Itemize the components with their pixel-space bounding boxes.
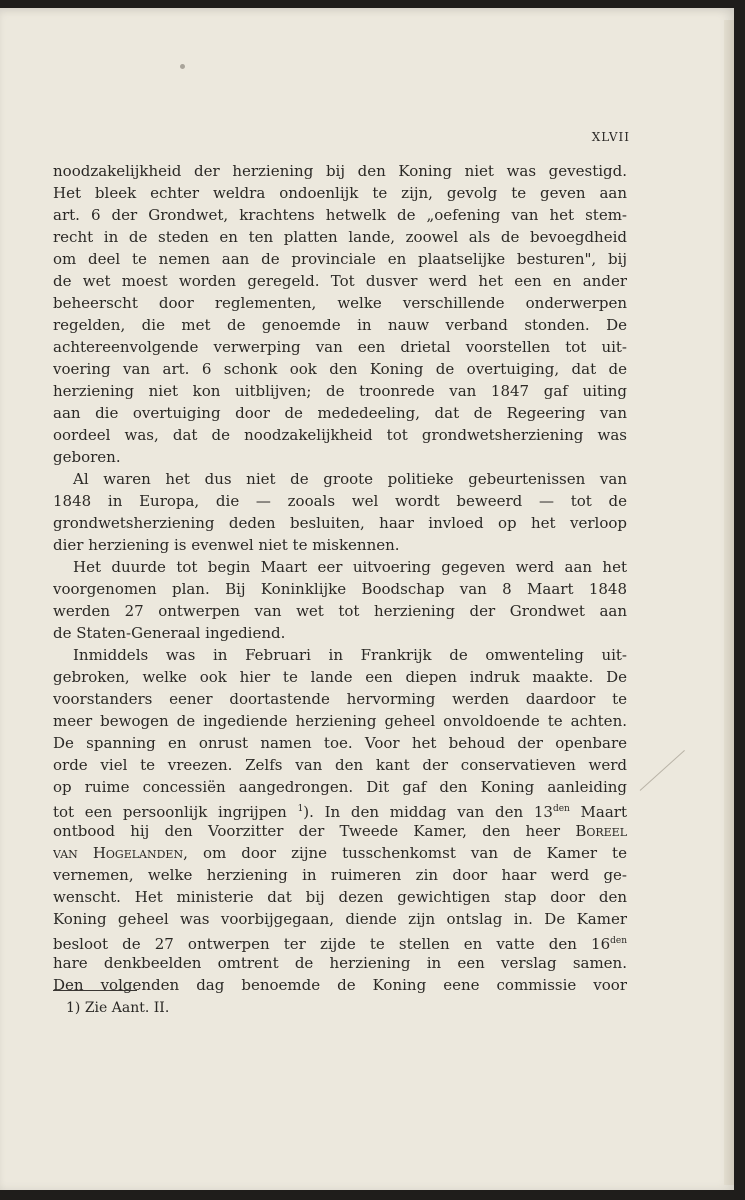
text-line: hare denkbeelden omtrent de herziening in een verslag samen.	[53, 954, 627, 972]
footnote-divider	[53, 990, 137, 991]
page-edge	[724, 20, 734, 1185]
text-fragment: tot een persoonlijk ingrijpen	[53, 803, 287, 820]
text-line: op ruime concessiën aangedrongen. Dit gaf den Koning aanleiding	[53, 778, 627, 796]
text-line: Koning geheel was voorbijgegaan, diende zijn ontslag in. De Kamer	[53, 910, 627, 928]
text-line: aan die overtuiging door de mededeeling, dat de Regeering van	[53, 404, 627, 422]
text-line: de wet moest worden geregeld. Tot dusver werd het een en ander	[53, 272, 627, 290]
text-line: Het duurde tot begin Maart eer uitvoering gegeven werd aan het	[73, 558, 627, 576]
text-line-with-name	[53, 820, 627, 842]
text-line: grondwetsherziening deden besluiten, haar invloed op het verloop	[53, 514, 627, 532]
superscript-den: den	[610, 936, 627, 946]
text-line: Al waren het dus niet de groote politieke gebeurtenissen van	[73, 470, 627, 488]
text-fragment: ,	[183, 844, 188, 862]
text-line: herziening niet kon uitblijven; de troonrede van 1847 gaf uiting	[53, 382, 627, 400]
footnote-marker: 1	[297, 804, 304, 814]
text-line: 1848 in Europa, die — zooals wel wordt beweerd — tot de	[53, 492, 627, 510]
text-line: Het bleek echter weldra ondoenlijk te zijn, gevolg te geven aan	[53, 184, 627, 202]
text-line: achtereenvolgende verwerping van een drietal voorstellen tot uit-	[53, 338, 627, 356]
footnote: 1) Zie Aant. II.	[66, 1000, 170, 1016]
text-line: Inmiddels was in Februari in Frankrijk de omwenteling uit-	[73, 646, 627, 664]
text-line: voorgenomen plan. Bij Koninklijke Boodschap van 8 Maart 1848	[53, 580, 627, 598]
text-line-with-name	[53, 842, 627, 864]
text-fragment: om door zijne tusschenkomst van de Kamer te	[202, 844, 627, 862]
text-line: vernemen, welke herziening in ruimeren zin door haar werd ge-	[53, 866, 627, 884]
text-line: wenscht. Het ministerie dat bij dezen gewichtigen stap door den	[53, 888, 627, 906]
text-fragment: ). In den middag van den 13	[303, 803, 553, 820]
text-line: gebroken, welke ook hier te lande een diepen indruk maakte. De	[53, 668, 627, 686]
text-line: orde viel te vreezen. Zelfs van den kant der conservatieven werd	[53, 756, 627, 774]
body-text	[53, 160, 627, 996]
text-line: noodzakelijkheid der herziening bij den Koning niet was gevestigd.	[53, 162, 627, 180]
text-line-footnote-ref	[53, 798, 627, 820]
page-number: XLVII	[591, 130, 630, 144]
text-line: oordeel was, dat de noodzakelijkheid tot grondwetsherziening was	[53, 426, 627, 444]
text-line: beheerscht door reglementen, welke verschillende onderwerpen	[53, 294, 627, 312]
person-name: Boreel	[575, 822, 627, 840]
text-line: werden 27 ontwerpen van wet tot herziening der Grondwet aan	[53, 602, 627, 620]
text-line-superscript	[53, 930, 627, 952]
text-line: de Staten-Generaal ingediend.	[53, 624, 286, 642]
paper-speck	[180, 64, 185, 69]
text-fragment: besloot de 27 ontwerpen ter zijde te stellen en vatte den 16	[53, 935, 611, 952]
text-line: voorstanders eener doortastende hervorming werden daardoor te	[53, 690, 627, 708]
text-fragment: Maart	[569, 803, 627, 820]
text-line: dier herziening is evenwel niet te miskennen.	[53, 536, 400, 554]
text-fragment: ontbood hij den Voorzitter der Tweede Kamer, den heer	[53, 822, 561, 840]
text-line: regelden, die met de genoemde in nauw verband stonden. De	[53, 316, 627, 334]
text-line: recht in de steden en ten platten lande, zoowel als de bevoegdheid	[53, 228, 627, 246]
text-line: meer bewogen de ingediende herziening geheel onvoldoende te achten.	[53, 712, 627, 730]
superscript-den: den	[552, 804, 570, 814]
text-line: De spanning en onrust namen toe. Voor het behoud der openbare	[53, 734, 627, 752]
person-name: van Hogelanden	[53, 844, 184, 862]
text-line: geboren.	[53, 448, 121, 466]
text-line: voering van art. 6 schonk ook den Koning de overtuiging, dat de	[53, 360, 627, 378]
text-line: Den volgenden dag benoemde de Koning eene commissie voor	[53, 976, 627, 994]
text-line: om deel te nemen aan de provinciale en plaatselijke besturen", bij	[53, 250, 627, 268]
text-line: art. 6 der Grondwet, krachtens hetwelk de „oefening van het stem-	[53, 206, 627, 224]
